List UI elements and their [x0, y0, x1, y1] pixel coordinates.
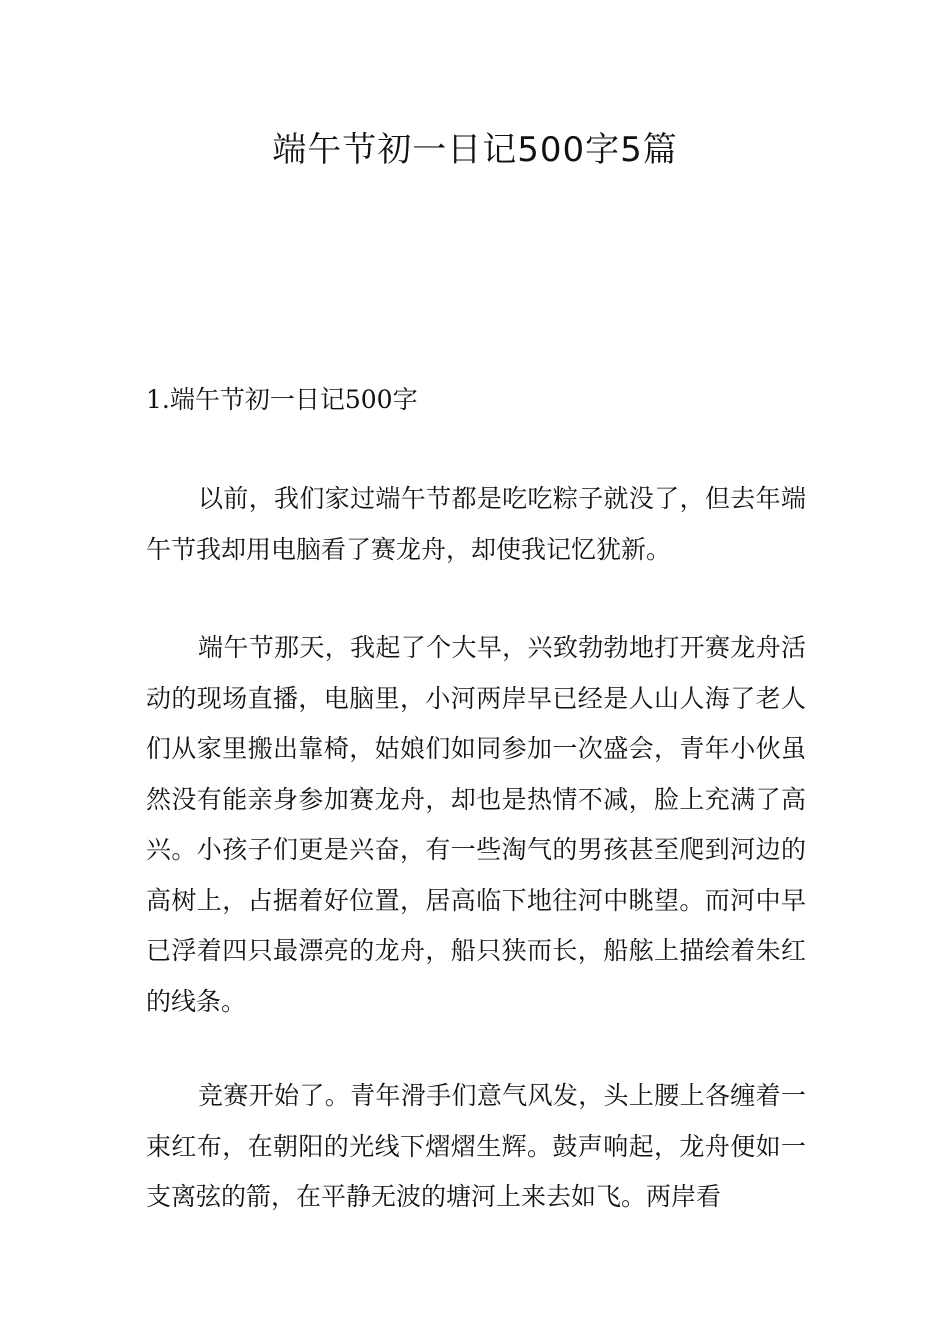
section-heading: 1.端午节初一日记500字 — [146, 385, 418, 414]
document-title: 端午节初一日记500字5篇 — [272, 130, 678, 170]
paragraph-1: 以前，我们家过端午节都是吃吃粽子就没了，但去年端午节我却用电脑看了赛龙舟，却使我记忆犹新。 — [146, 484, 806, 564]
paragraph-3: 竞赛开始了。青年滑手们意气风发，头上腰上各缠着一束红布，在朝阳的光线下熠熠生辉。鼓声响起，龙舟便如一支离弦的箭，在平静无波的塘河上来去如飞。两岸看 — [146, 1081, 806, 1211]
paragraph-2: 端午节那天，我起了个大早，兴致勃勃地打开赛龙舟活动的现场直播，电脑里，小河两岸早已经是人山人海了老人们从家里搬出靠椅，姑娘们如同参加一次盛会，青年小伙虽然没有能亲身参加赛龙舟，却也是热情不减，脸上充满了高兴。小孩子们更是兴奋，有一些淘气的男孩甚至爬到河边的高树上，占据着好位置，居高临下地往河中眺望。而河中早已浮着四只最漂亮的龙舟，船只狭而长，船舷上描绘着朱红的线条。 — [146, 633, 806, 1016]
